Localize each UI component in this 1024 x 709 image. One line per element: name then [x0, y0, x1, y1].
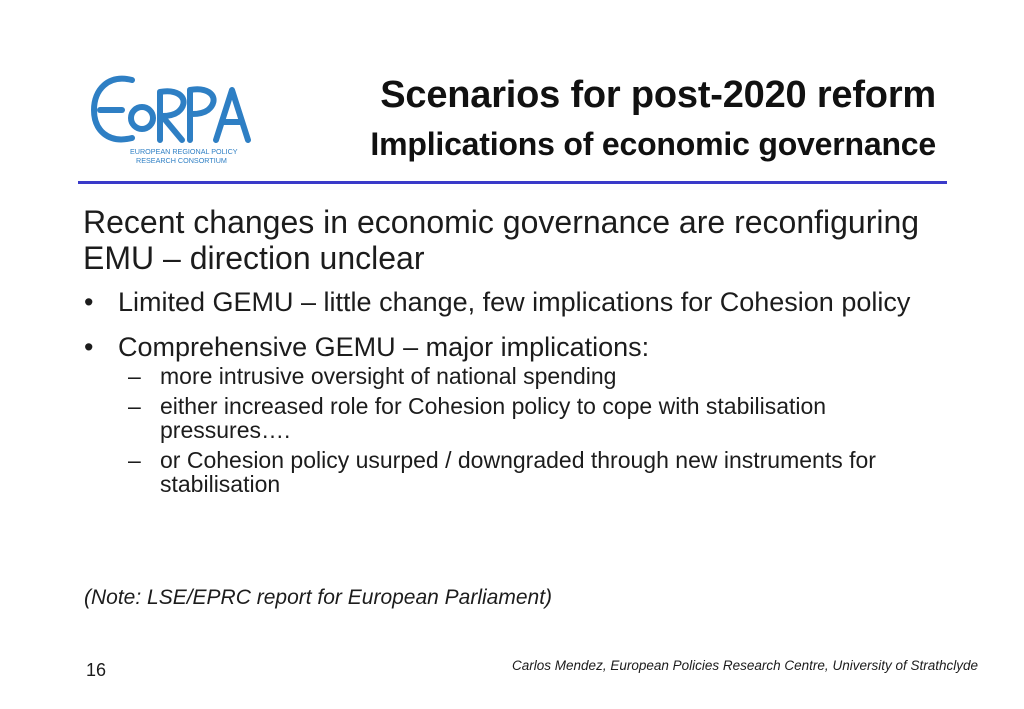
body-heading: Recent changes in economic governance are reconfiguring EMU – direction unclear	[83, 204, 920, 276]
bullet-marker: •	[84, 287, 94, 317]
bullet-text: Comprehensive GEMU – major implications:	[118, 332, 650, 362]
header-divider	[78, 181, 947, 184]
sub-bullet-marker: –	[128, 447, 141, 473]
sub-bullet-text: either increased role for Cohesion policy to cope with stabilisation pressures….	[160, 393, 827, 443]
bullet-list	[83, 288, 943, 496]
sub-bullet-list	[118, 364, 943, 496]
bullet-item	[83, 288, 943, 317]
bullet-text: Limited GEMU – little change, few implications for Cohesion policy	[118, 287, 911, 317]
eprc-logo-icon	[86, 66, 254, 170]
bullet-marker: •	[84, 332, 94, 362]
sub-bullet-text: or Cohesion policy usurped / downgraded through new instruments for stabilisation	[160, 447, 876, 497]
sub-bullet-item	[118, 448, 943, 496]
sub-bullet-marker: –	[128, 363, 141, 389]
logo-tagline-line1: EUROPEAN REGIONAL POLICY	[130, 147, 238, 156]
sub-bullet-item	[118, 364, 943, 388]
page-number: 16	[86, 660, 107, 680]
slide-subtitle: Implications of economic governance	[370, 126, 936, 162]
slide-body	[83, 204, 943, 512]
sub-bullet-item	[118, 394, 943, 442]
source-note: (Note: LSE/EPRC report for European Parliament)	[84, 586, 553, 609]
logo-tagline-line2: RESEARCH CONSORTIUM	[136, 156, 227, 165]
bullet-item	[83, 333, 943, 496]
sub-bullet-text: more intrusive oversight of national spending	[160, 363, 617, 389]
slide-title: Scenarios for post-2020 reform	[380, 74, 936, 116]
sub-bullet-marker: –	[128, 393, 141, 419]
eprc-logo	[86, 66, 254, 170]
footer-credit: Carlos Mendez, European Policies Research Centre, University of Strathclyde	[512, 658, 978, 673]
